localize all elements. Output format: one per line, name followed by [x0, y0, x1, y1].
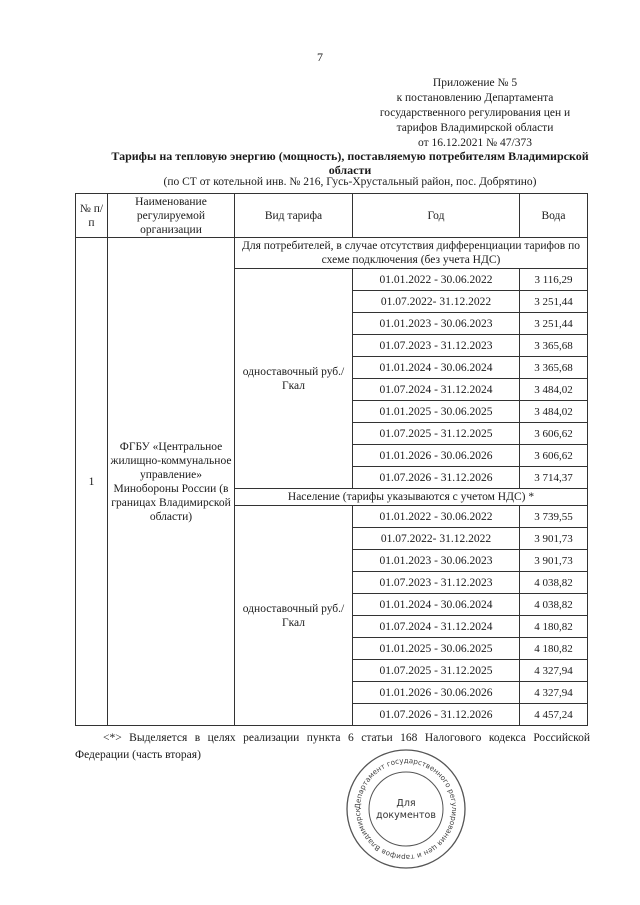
period-cell: 01.01.2025 - 30.06.2025 [353, 638, 520, 660]
value-cell: 3 606,62 [520, 445, 588, 467]
value-cell: 4 038,82 [520, 594, 588, 616]
period-cell: 01.01.2022 - 30.06.2022 [353, 506, 520, 528]
table-row [76, 238, 588, 269]
appendix-header [360, 76, 590, 151]
value-cell: 4 327,94 [520, 660, 588, 682]
value-cell: 3 484,02 [520, 379, 588, 401]
period-cell: 01.07.2022- 31.12.2022 [353, 291, 520, 313]
stamp-center-text [345, 798, 467, 822]
document-subtitle: (по СТ от котельной инв. № 216, Гусь-Хрустальный район, пос. Добрятино) [163, 176, 537, 188]
value-cell: 3 251,44 [520, 291, 588, 313]
value-cell: 3 251,44 [520, 313, 588, 335]
header-num: № п/п [76, 194, 108, 238]
value-cell: 3 365,68 [520, 357, 588, 379]
appendix-line: от 16.12.2021 № 47/373 [418, 137, 532, 149]
period-cell: 01.01.2025 - 30.06.2025 [353, 401, 520, 423]
value-cell: 4 457,24 [520, 704, 588, 726]
period-cell: 01.07.2023 - 31.12.2023 [353, 335, 520, 357]
value-cell: 3 739,55 [520, 506, 588, 528]
section-label: Для потребителей, в случае отсутствия дифференциации тарифов по схеме подключения (без учета НДС) [235, 238, 588, 269]
organization-name: ФГБУ «Центральное жилищно-коммунальное управление» Минобороны России (в границах Владимирской области) [108, 238, 235, 726]
tariff-type-cell: одноставочный руб./Гкал [235, 269, 353, 489]
period-cell: 01.01.2024 - 30.06.2024 [353, 594, 520, 616]
tariff-table [75, 193, 588, 726]
appendix-line: тарифов Владимирской области [396, 122, 554, 134]
value-cell: 4 327,94 [520, 682, 588, 704]
value-cell: 3 901,73 [520, 550, 588, 572]
document-title: Тарифы на тепловую энергию (мощность), поставляемую потребителям Владимирской области [111, 149, 589, 177]
period-cell: 01.07.2023 - 31.12.2023 [353, 572, 520, 594]
value-cell: 4 180,82 [520, 638, 588, 660]
period-cell: 01.07.2025 - 31.12.2025 [353, 660, 520, 682]
period-cell: 01.01.2023 - 30.06.2023 [353, 550, 520, 572]
period-cell: 01.07.2024 - 31.12.2024 [353, 379, 520, 401]
document-stamp [345, 748, 467, 870]
period-cell: 01.07.2024 - 31.12.2024 [353, 616, 520, 638]
page-number: 7 [317, 50, 323, 64]
period-cell: 01.07.2022- 31.12.2022 [353, 528, 520, 550]
appendix-line: Приложение № 5 [432, 77, 518, 89]
value-cell: 3 606,62 [520, 423, 588, 445]
appendix-line: государственного регулирования цен и [379, 107, 571, 119]
stamp-ring-path: Департамент государственного регулирования цен и тарифов Владимирск [352, 755, 460, 863]
period-cell: 01.01.2024 - 30.06.2024 [353, 357, 520, 379]
value-cell: 3 116,29 [520, 269, 588, 291]
period-cell: 01.07.2026 - 31.12.2026 [353, 467, 520, 489]
table-header-row [76, 194, 588, 238]
header-year: Год [353, 194, 520, 238]
appendix-line: к постановлению Департамента [396, 92, 554, 104]
value-cell: 4 180,82 [520, 616, 588, 638]
tariff-type-cell: одноставочный руб./Гкал [235, 506, 353, 726]
period-cell: 01.01.2026 - 30.06.2026 [353, 445, 520, 467]
stamp-center-line: документов [376, 810, 436, 821]
section-label: Население (тарифы указываются с учетом НДС) * [235, 489, 588, 506]
value-cell: 3 484,02 [520, 401, 588, 423]
value-cell: 3 901,73 [520, 528, 588, 550]
value-cell: 4 038,82 [520, 572, 588, 594]
value-cell: 3 714,37 [520, 467, 588, 489]
value-cell: 3 365,68 [520, 335, 588, 357]
row-number: 1 [76, 238, 108, 726]
period-cell: 01.01.2023 - 30.06.2023 [353, 313, 520, 335]
period-cell: 01.01.2026 - 30.06.2026 [353, 682, 520, 704]
stamp-center-line: Для [396, 798, 416, 809]
period-cell: 01.07.2025 - 31.12.2025 [353, 423, 520, 445]
header-organization: Наименование регулируемой организации [108, 194, 235, 238]
period-cell: 01.01.2022 - 30.06.2022 [353, 269, 520, 291]
header-water: Вода [520, 194, 588, 238]
footnote: <*> Выделяется в целях реализации пункта 6 статьи 168 Налогового кодекса Российской Федерации (часть вторая) [75, 732, 590, 761]
period-cell: 01.07.2026 - 31.12.2026 [353, 704, 520, 726]
header-tariff-type: Вид тарифа [235, 194, 353, 238]
